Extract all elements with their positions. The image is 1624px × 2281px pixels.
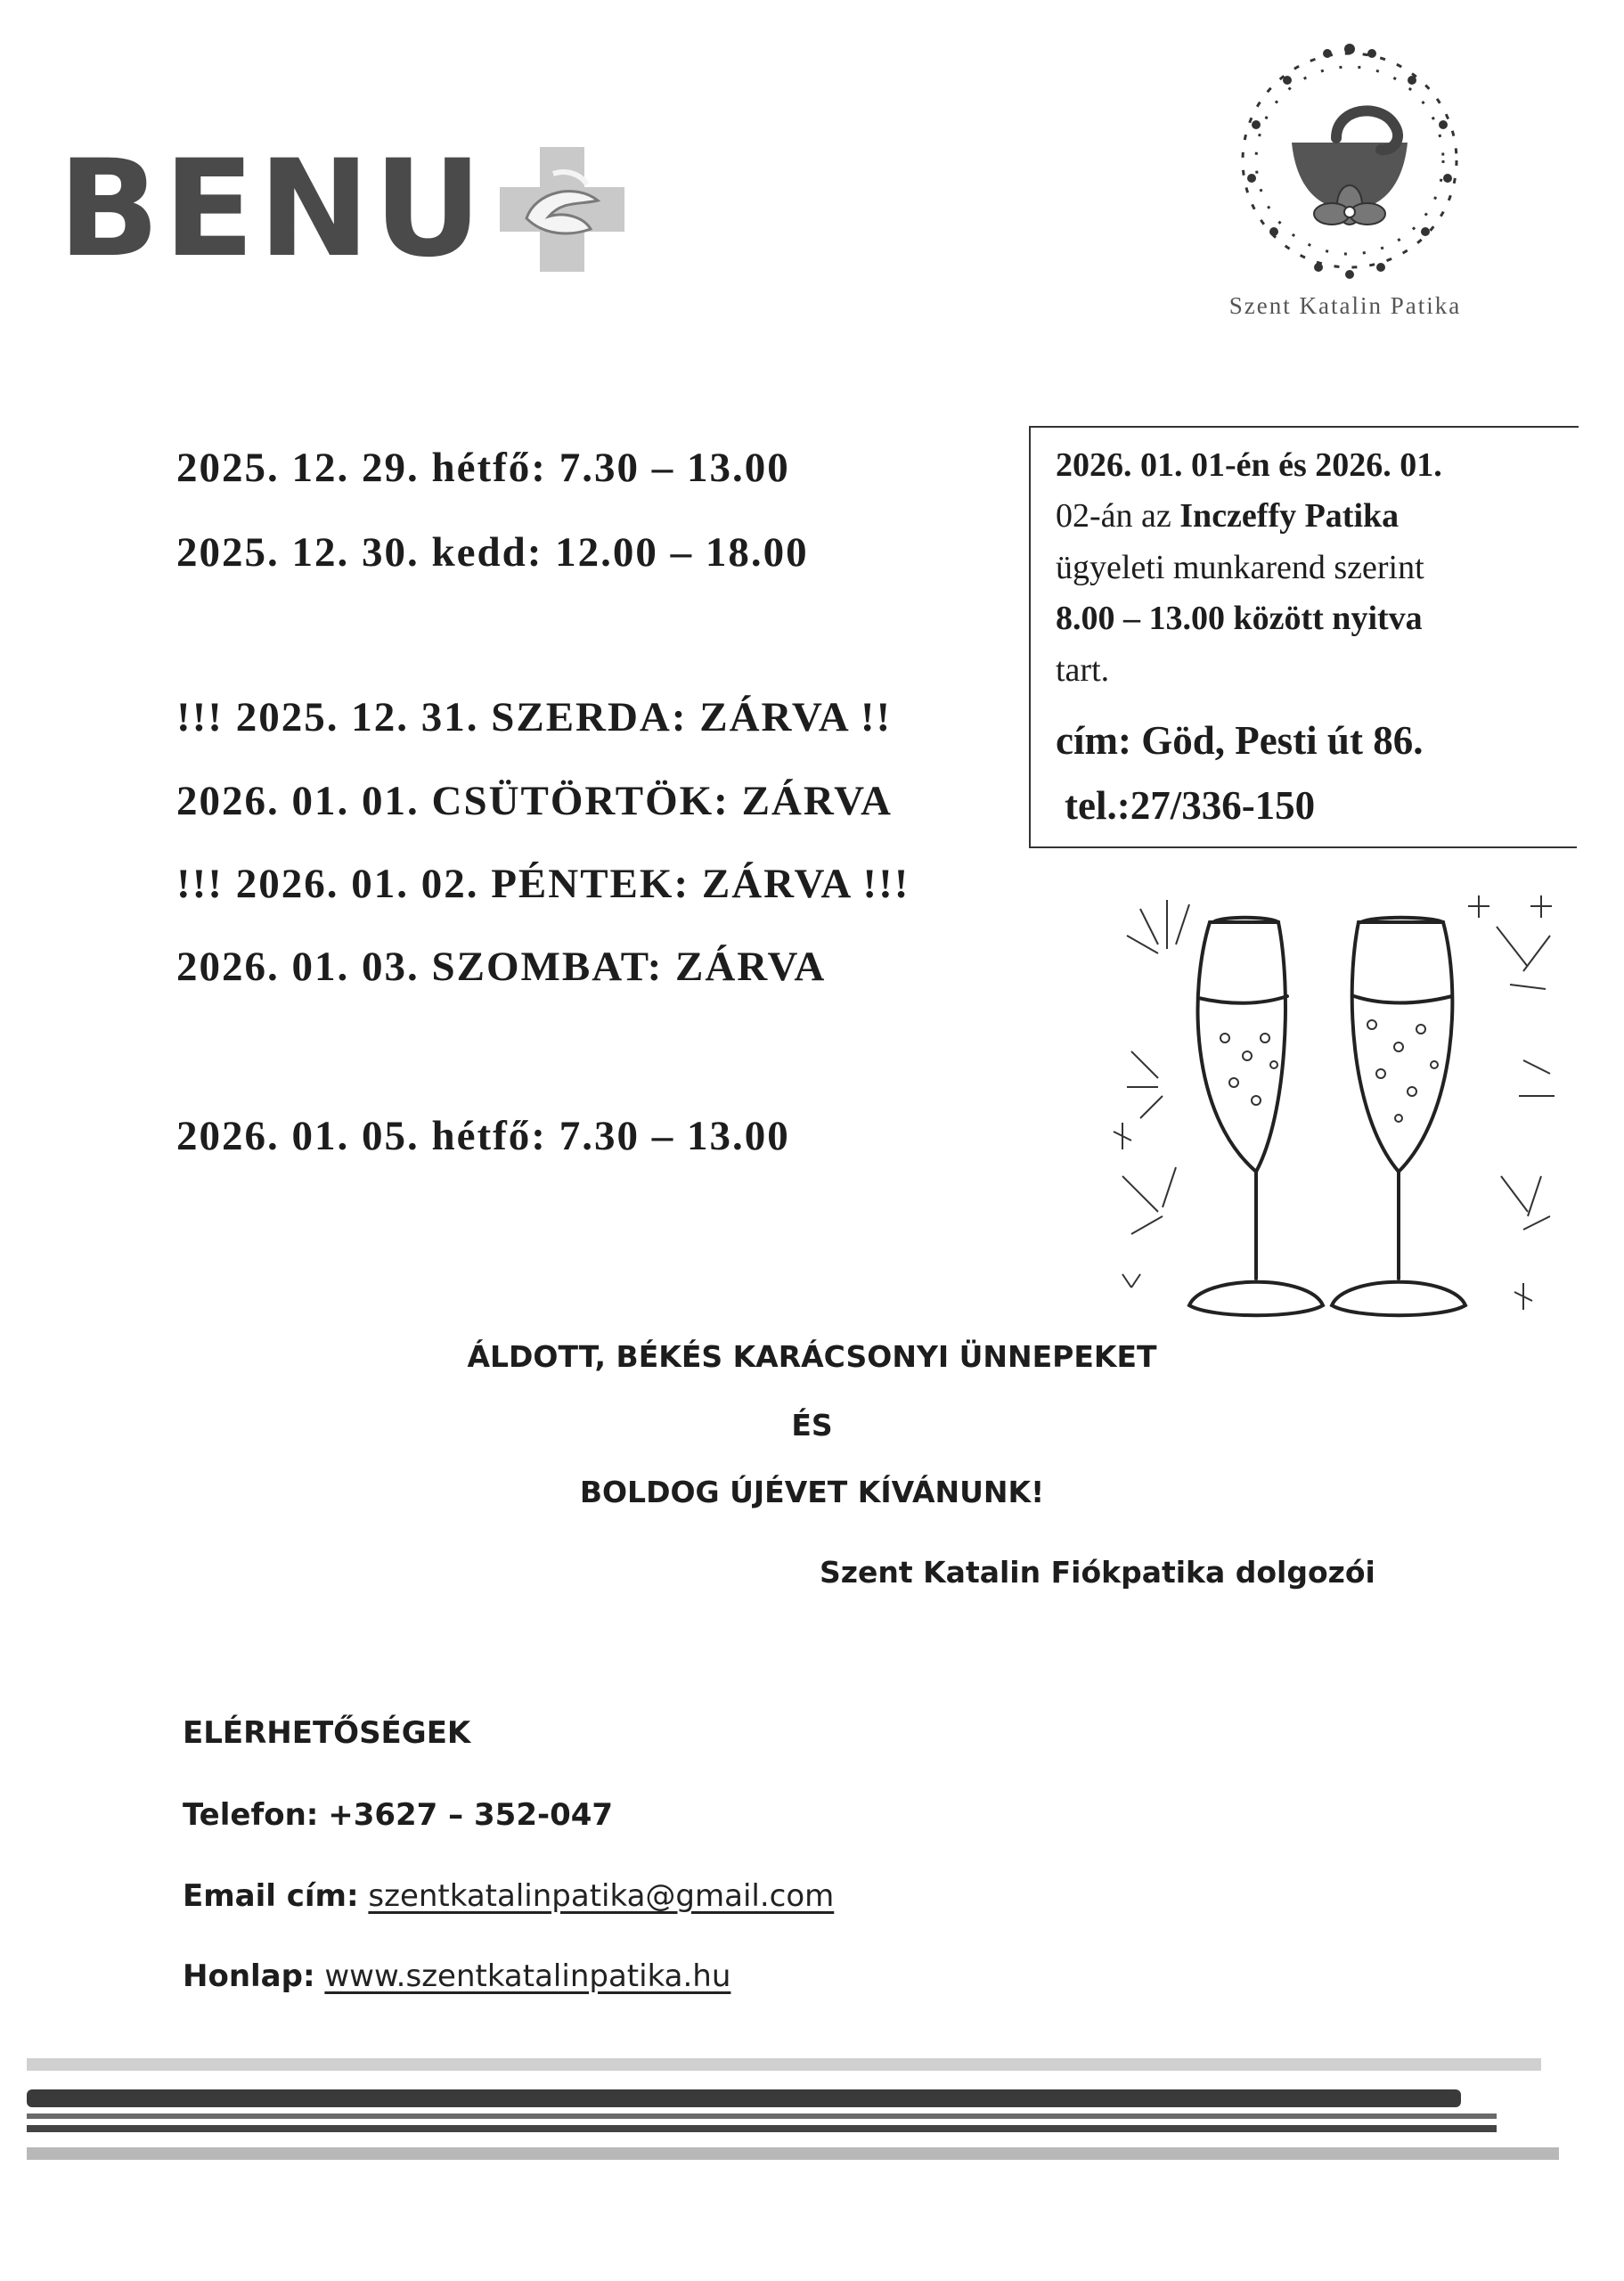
notice-phone: tel.:27/336-150	[1065, 783, 1316, 828]
pharmacy-emblem-icon	[1203, 18, 1497, 303]
schedule-line: !!! 2025. 12. 31. SZERDA: ZÁRVA !!	[176, 694, 893, 740]
notice-line: 02-án az Inczeffy Patika	[1056, 497, 1400, 535]
decorative-stripe	[27, 2089, 1461, 2107]
schedule-line: 2026. 01. 01. CSÜTÖRTÖK: ZÁRVA	[176, 778, 893, 824]
schedule-line: 2025. 12. 30. kedd: 12.00 – 18.00	[176, 529, 809, 576]
greeting-signature: Szent Katalin Fiókpatika dolgozói	[820, 1555, 1375, 1590]
decorative-stripe	[27, 2147, 1559, 2160]
benu-wordmark: BENU	[58, 132, 486, 287]
schedule-line: 2025. 12. 29. hétfő: 7.30 – 13.00	[176, 445, 790, 491]
decorative-stripe	[27, 2113, 1497, 2119]
notice-address: cím: Göd, Pesti út 86.	[1056, 718, 1424, 763]
benu-cross-icon	[491, 138, 633, 281]
notice-line: 8.00 – 13.00 között nyitva	[1056, 600, 1423, 637]
contacts-heading: ELÉRHETŐSÉGEK	[183, 1715, 471, 1751]
duty-pharmacy-notice	[1029, 426, 1579, 848]
champagne-glasses-icon	[1105, 882, 1568, 1345]
phone-number: +3627 – 352-047	[328, 1797, 614, 1833]
greeting-line: ÁLDOTT, BÉKÉS KARÁCSONYI ÜNNEPEKET	[467, 1339, 1157, 1374]
benu-logo	[58, 132, 633, 287]
website-link[interactable]: www.szentkatalinpatika.hu	[324, 1958, 731, 1994]
greeting-line: ÉS	[791, 1408, 833, 1443]
decorative-stripe	[27, 2125, 1497, 2132]
pharmacy-name: Szent Katalin Patika	[1228, 292, 1462, 319]
notice-divider	[1029, 846, 1577, 848]
contact-email: Email cím: szentkatalinpatika@gmail.com	[183, 1878, 835, 1914]
notice-line: tart.	[1056, 651, 1110, 689]
schedule-line: !!! 2026. 01. 02. PÉNTEK: ZÁRVA !!!	[176, 861, 910, 907]
decorative-stripe	[27, 2058, 1541, 2071]
schedule-line: 2026. 01. 05. hétfő: 7.30 – 13.00	[176, 1113, 790, 1159]
contact-phone: Telefon: +3627 – 352-047	[183, 1797, 614, 1833]
notice-line: 2026. 01. 01-én és 2026. 01.	[1056, 446, 1442, 484]
schedule-line: 2026. 01. 03. SZOMBAT: ZÁRVA	[176, 944, 827, 990]
contact-website: Honlap: www.szentkatalinpatika.hu	[183, 1958, 731, 1994]
email-link[interactable]: szentkatalinpatika@gmail.com	[368, 1878, 835, 1914]
greeting-line: BOLDOG ÚJÉVET KÍVÁNUNK!	[579, 1475, 1045, 1509]
notice-line: ügyeleti munkarend szerint	[1056, 549, 1424, 586]
